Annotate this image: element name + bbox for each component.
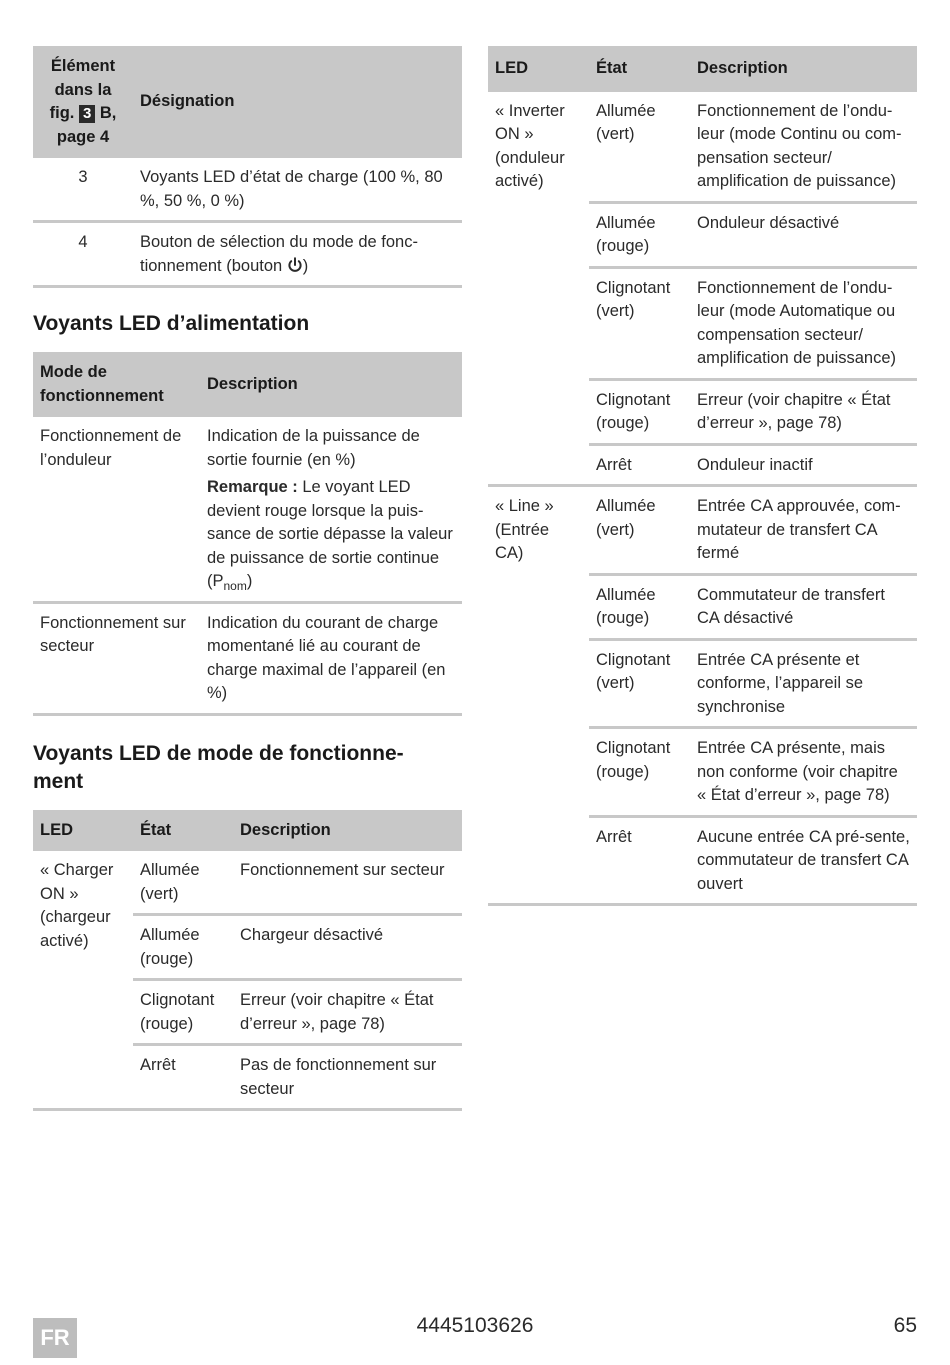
led-state: Allumée (rouge) bbox=[133, 915, 233, 980]
note-label: Remarque : bbox=[207, 478, 298, 496]
led-description: Chargeur désactivé bbox=[233, 915, 462, 980]
mode-header-state: État bbox=[133, 810, 233, 852]
power-leds-header bbox=[33, 352, 462, 417]
right-header-state: État bbox=[589, 46, 690, 92]
table-row bbox=[33, 851, 462, 915]
elements-header-col2: Désignation bbox=[133, 46, 462, 158]
led-state: Clignotant (rouge) bbox=[589, 379, 690, 444]
led-state: Allumée (vert) bbox=[589, 92, 690, 203]
power-header-mode: Mode de fonctionnement bbox=[33, 352, 200, 417]
led-description: Erreur (voir chapitre « État d’erreur », page 78) bbox=[690, 379, 917, 444]
led-state: Arrêt bbox=[589, 816, 690, 905]
led-description: Fonctionnement de l’ondu-leur (mode Automatique ou compensation secteur/ amplification de puissance) bbox=[690, 267, 917, 379]
led-state: Arrêt bbox=[133, 1045, 233, 1110]
figure-number-badge: 3 bbox=[79, 105, 95, 123]
led-description: Entrée CA approuvée, com-mutateur de transfert CA fermé bbox=[690, 486, 917, 575]
table-row bbox=[33, 417, 462, 602]
language-badge: FR bbox=[33, 1318, 77, 1358]
element-number: 4 bbox=[33, 222, 133, 287]
led-state: Arrêt bbox=[589, 444, 690, 486]
led-state: Allumée (rouge) bbox=[589, 202, 690, 267]
table-row bbox=[488, 486, 917, 575]
table-row bbox=[488, 92, 917, 203]
page-number: 65 bbox=[893, 1314, 917, 1337]
led-description: Fonctionnement de l’ondu-leur (mode Continu ou com-pensation secteur/ amplification de puissance) bbox=[690, 92, 917, 203]
led-state: Clignotant (rouge) bbox=[133, 980, 233, 1045]
power-icon bbox=[287, 257, 303, 273]
mode-leds-table bbox=[33, 810, 462, 1112]
led-state: Clignotant (vert) bbox=[589, 267, 690, 379]
led-description: Fonctionnement sur secteur bbox=[233, 851, 462, 915]
led-state: Clignotant (rouge) bbox=[589, 728, 690, 817]
led-description: Pas de fonctionnement sur secteur bbox=[233, 1045, 462, 1110]
mode-leds-header bbox=[33, 810, 462, 852]
right-table-header bbox=[488, 46, 917, 92]
power-note: Remarque : Le voyant LED devient rouge lorsque la puis-sance de sortie dépasse la valeur de puissance de sortie continue $(P_{nom})$ bbox=[207, 478, 453, 593]
led-state: Allumée (rouge) bbox=[589, 574, 690, 639]
mode-header-description: Description bbox=[233, 810, 462, 852]
power-description-text: Indication de la puissance de sortie fournie (en %) bbox=[207, 427, 420, 469]
led-description: Onduleur inactif bbox=[690, 444, 917, 486]
led-description: Commutateur de transfert CA désactivé bbox=[690, 574, 917, 639]
power-mode: Fonctionnement sur secteur bbox=[33, 602, 200, 714]
led-description: Aucune entrée CA pré-sente, commutateur de transfert CA ouvert bbox=[690, 816, 917, 905]
mode-leds-heading: Voyants LED de mode de fonctionne-ment bbox=[33, 741, 404, 793]
elements-table-header bbox=[33, 46, 462, 158]
document-number: 4445103626 bbox=[416, 1314, 534, 1337]
led-state: Allumée (vert) bbox=[133, 851, 233, 915]
led-name: « Charger ON » (chargeur activé) bbox=[33, 851, 133, 1110]
left-column bbox=[33, 46, 462, 1111]
right-column bbox=[488, 46, 917, 906]
power-header-description: Description bbox=[200, 352, 462, 417]
power-description bbox=[200, 417, 462, 602]
element-designation: Voyants LED d’état de charge (100 %, 80 %, 50 %, 0 %) bbox=[133, 158, 462, 222]
right-header-description: Description bbox=[690, 46, 917, 92]
table-row bbox=[33, 222, 462, 287]
element-designation: Bouton de sélection du mode de fonc-tionnement (bouton ) bbox=[133, 222, 462, 287]
elements-table bbox=[33, 46, 462, 288]
led-description: Entrée CA présente, mais non conforme (voir chapitre « État d’erreur », page 78) bbox=[690, 728, 917, 817]
power-mode: Fonctionnement de l’onduleur bbox=[33, 417, 200, 602]
power-leds-table bbox=[33, 352, 462, 716]
table-row bbox=[33, 602, 462, 714]
led-description: Onduleur désactivé bbox=[690, 202, 917, 267]
right-header-led: LED bbox=[488, 46, 589, 92]
elements-header-col1: Élément dans la fig. 3 B, page 4 bbox=[33, 46, 133, 158]
table-row bbox=[33, 158, 462, 222]
led-state: Clignotant (vert) bbox=[589, 639, 690, 728]
led-description: Erreur (voir chapitre « État d’erreur », page 78) bbox=[233, 980, 462, 1045]
led-description: Entrée CA présente et conforme, l’appareil se synchronise bbox=[690, 639, 917, 728]
led-state: Allumée (vert) bbox=[589, 486, 690, 575]
element-number: 3 bbox=[33, 158, 133, 222]
power-description: Indication du courant de charge momentané lié au courant de charge maximal de l’appareil (en %) bbox=[200, 602, 462, 714]
inverter-line-table bbox=[488, 46, 917, 906]
mode-header-led: LED bbox=[33, 810, 133, 852]
led-name: « Line » (Entrée CA) bbox=[488, 486, 589, 905]
led-name: « Inverter ON » (onduleur activé) bbox=[488, 92, 589, 486]
power-leds-heading: Voyants LED d’alimentation bbox=[33, 312, 310, 335]
